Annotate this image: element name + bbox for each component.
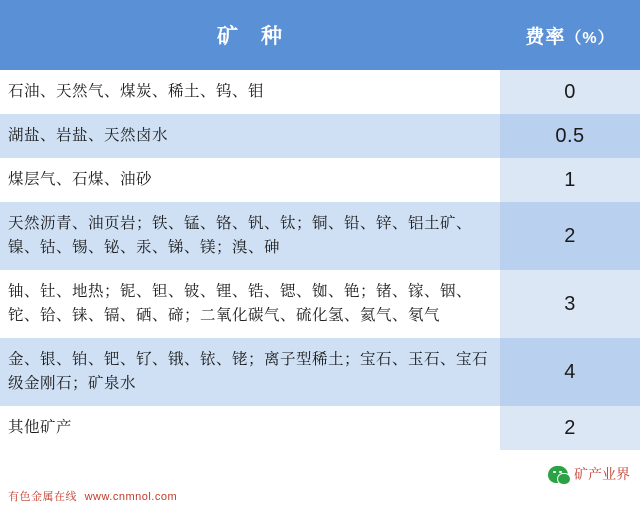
cell-rate: 4 [500, 338, 640, 406]
column-header-rate-unit: （%） [565, 29, 615, 47]
column-header-rate-text: 费率 [525, 26, 566, 48]
cell-mineral: 煤层气、石煤、油砂 [0, 158, 500, 202]
table-row [0, 406, 640, 450]
cell-rate: 0.5 [500, 114, 640, 158]
table-row [0, 338, 640, 406]
source-url: www.cnmnol.com [84, 491, 178, 503]
wechat-watermark [548, 464, 630, 484]
source-label: 有色金属在线 [8, 491, 77, 503]
cell-mineral: 石油、天然气、煤炭、稀土、钨、钼 [0, 70, 500, 114]
cell-rate: 1 [500, 158, 640, 202]
cell-mineral: 金、银、铂、钯、钌、锇、铱、铑；离子型稀土；宝石、玉石、宝石级金刚石；矿泉水 [0, 338, 500, 406]
cell-mineral: 铀、钍、地热；铌、钽、铍、锂、锆、锶、铷、铯；锗、镓、铟、铊、铪、铼、镉、硒、碲；二氧化碳气、硫化氢、氦气、氡气 [0, 270, 500, 338]
table-header [0, 0, 640, 70]
table-row [0, 114, 640, 158]
cell-mineral: 其他矿产 [0, 406, 500, 450]
table-body [0, 70, 640, 450]
wechat-account-name: 矿产业界 [574, 466, 630, 482]
cell-rate: 0 [500, 70, 640, 114]
column-header-rate [500, 0, 640, 70]
cell-rate: 2 [500, 202, 640, 270]
column-header-mineral: 矿 种 [0, 0, 500, 70]
wechat-icon [548, 466, 568, 483]
table-header-row [0, 0, 640, 70]
source-watermark [8, 488, 177, 504]
cell-rate: 2 [500, 406, 640, 450]
cell-mineral: 天然沥青、油页岩；铁、锰、铬、钒、钛；铜、铅、锌、铝土矿、镍、钴、锡、铋、汞、锑、镁；溴、砷 [0, 202, 500, 270]
table-row [0, 270, 640, 338]
table-row [0, 202, 640, 270]
cell-rate: 3 [500, 270, 640, 338]
table-row [0, 158, 640, 202]
table-row [0, 70, 640, 114]
cell-mineral: 湖盐、岩盐、天然卤水 [0, 114, 500, 158]
